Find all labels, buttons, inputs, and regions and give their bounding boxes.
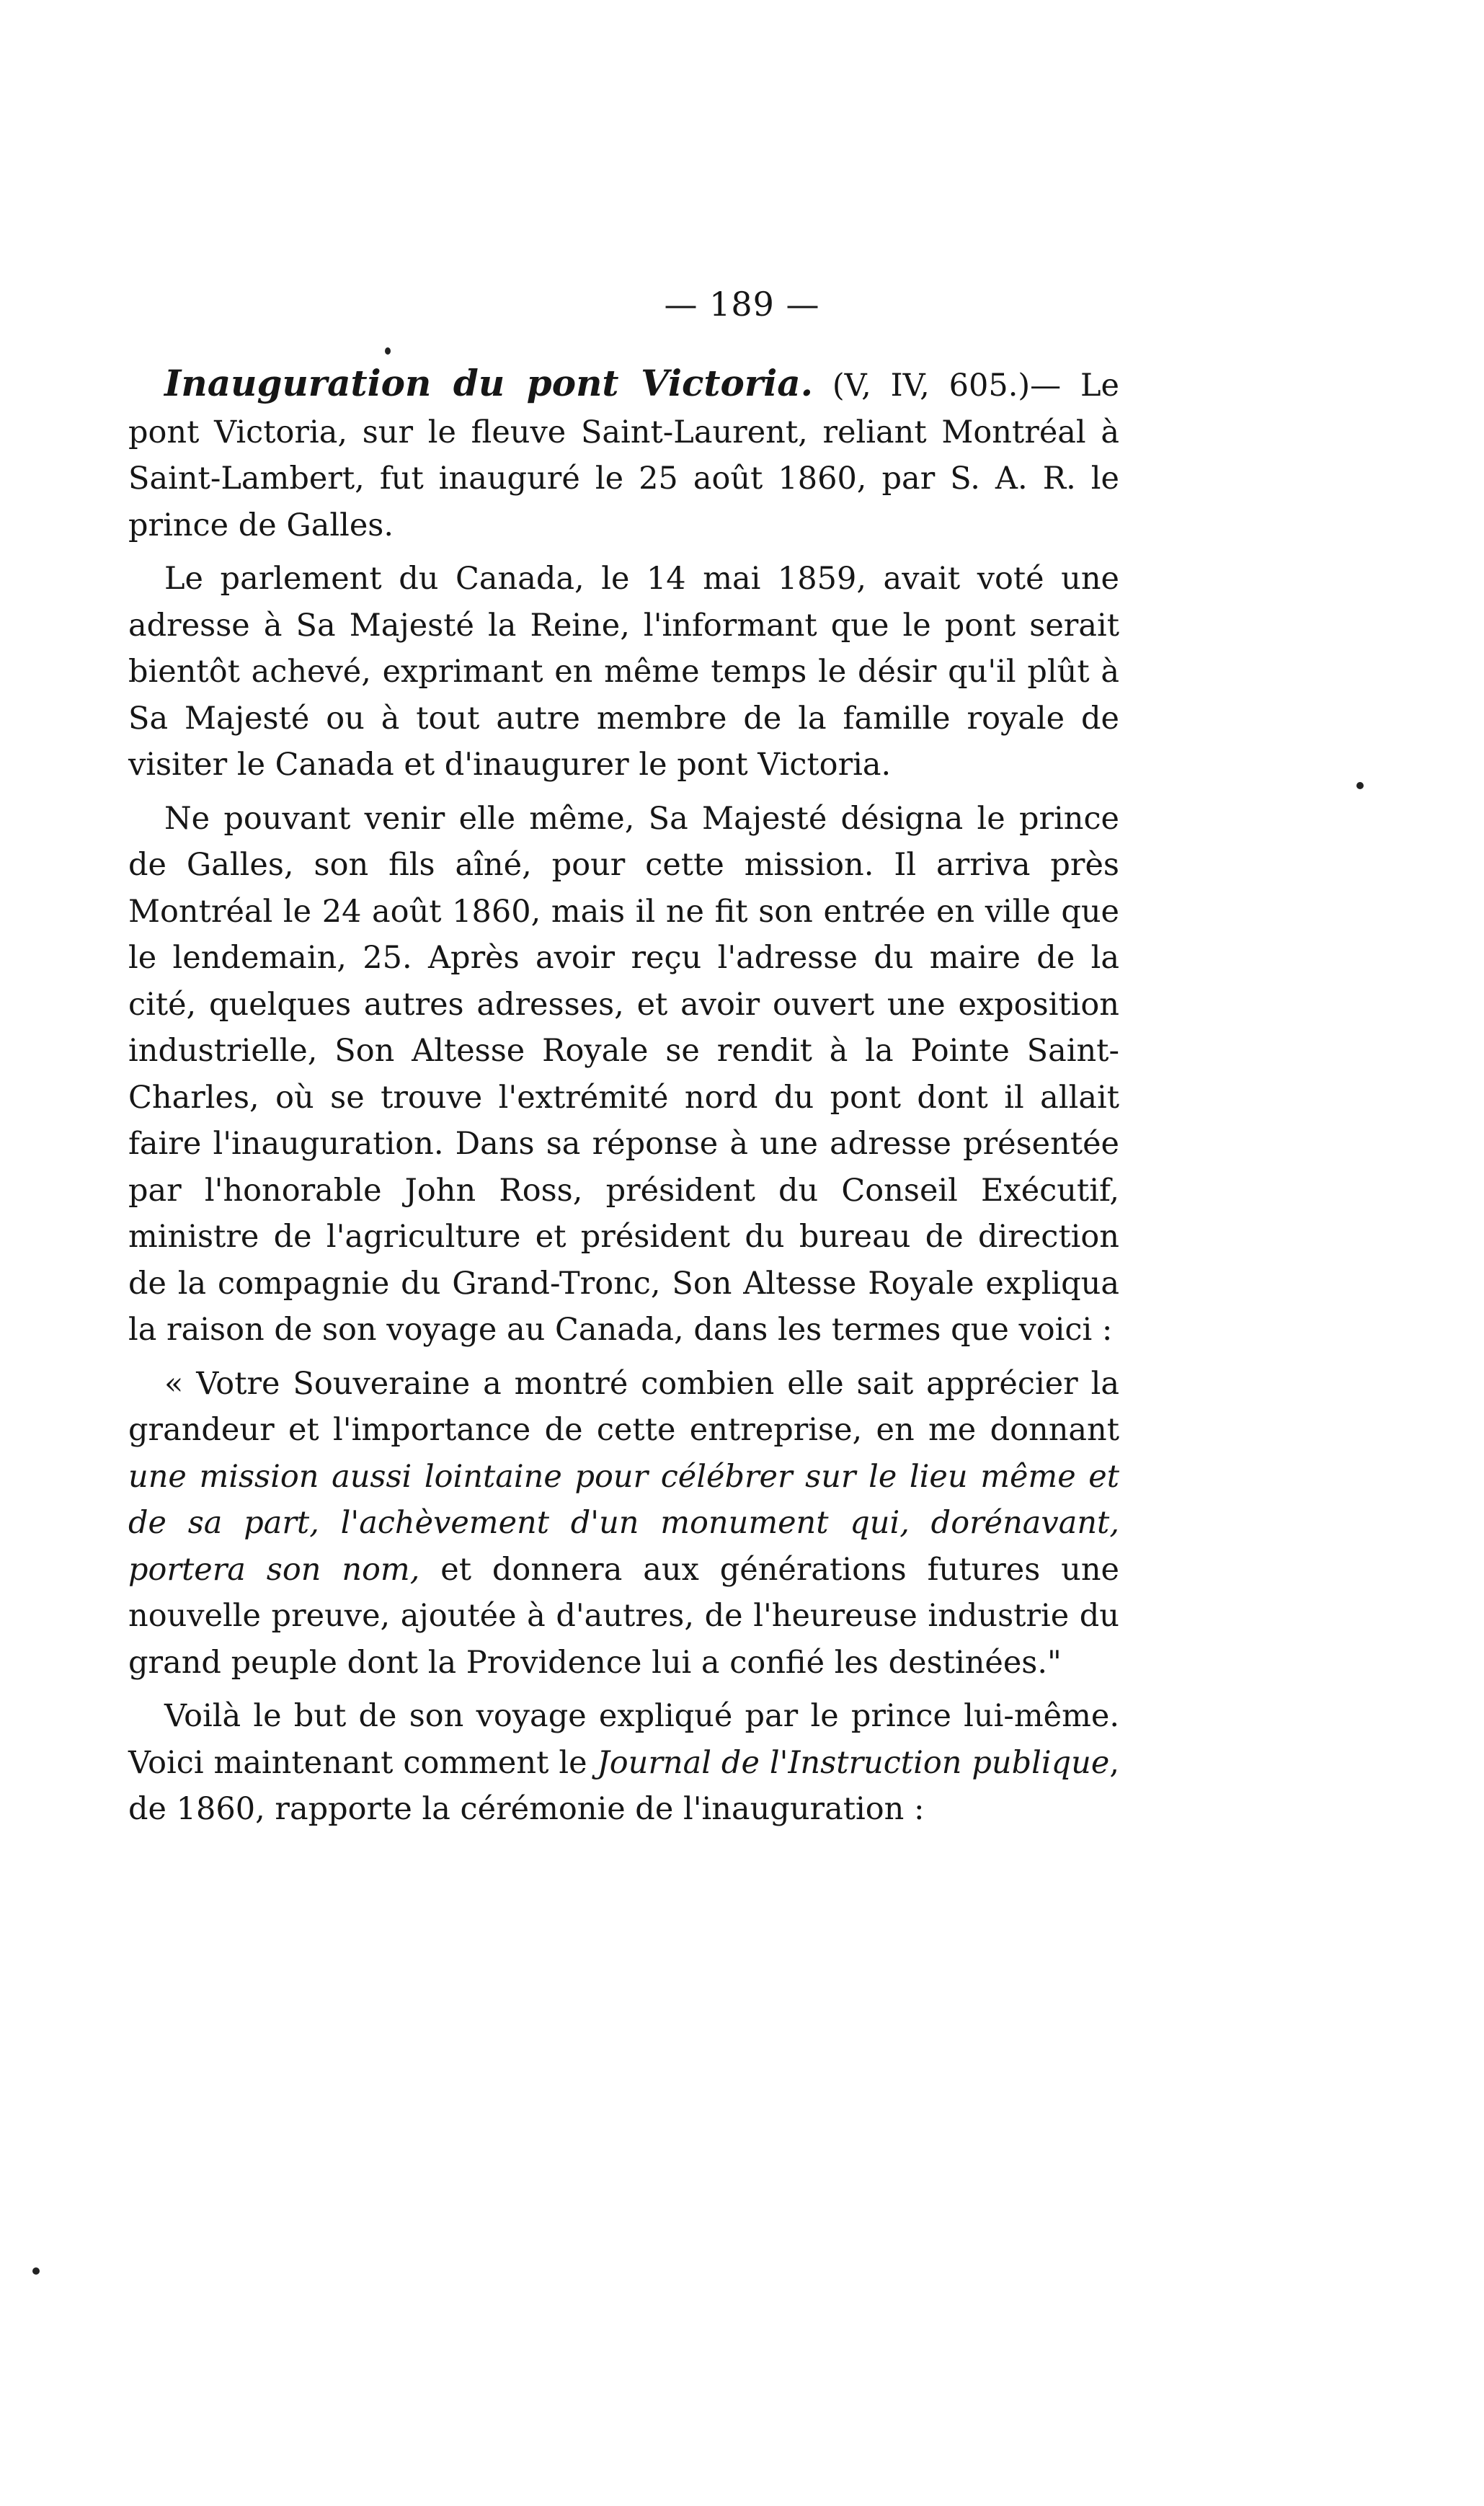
- quotation-end: et donnera aux générations futures une nouvelle preuve, ajoutée à d'autres, de l'heureuse industrie du grand peuple dont la Providence lui a confié les destinées.": [128, 1551, 1120, 1681]
- section-heading: Inauguration du pont Victoria.: [164, 362, 814, 404]
- conclusion-start: Voilà le but de son voyage expliqué par le prince lui-même. Voici maintenant comment le: [128, 1698, 1119, 1781]
- paragraph-conclusion: [128, 1693, 1119, 1833]
- conclusion-end: , de 1860, rapporte la cérémonie de l'inauguration :: [128, 1744, 1119, 1827]
- ink-speck: [385, 347, 391, 355]
- paragraph-intro: [128, 360, 1119, 548]
- page-number: — 189 —: [664, 285, 820, 324]
- ink-speck: [1356, 782, 1364, 789]
- body-text: [128, 360, 1119, 1833]
- paragraph-quotation: [128, 1361, 1119, 1687]
- journal-title: Journal de l'Instruction publique: [597, 1744, 1110, 1781]
- quotation-italic: une mission aussi lointaine pour célébrer sur le lieu même et de sa part, l'achèvement d'un monument qui, dorénavant, portera son nom,: [128, 1458, 1119, 1588]
- ink-speck: [32, 2267, 40, 2275]
- paragraph-intro-text: Le pont Victoria, sur le fleuve Saint-Laurent, reliant Montréal à Saint-Lambert, fut inauguré le 25 août 1860, par S. A. R. le prince de Galles.: [128, 368, 1119, 543]
- paragraph-prince-arrival: Ne pouvant venir elle même, Sa Majesté désigna le prince de Galles, son fils aîné, pour cette mission. Il arriva près Montréal le 24 août 1860, mais il ne fit son entrée en ville que le lendemain, 25. Après avoir reçu l'adresse du maire de la cité, quelques autres adresses, et avoir ouvert une exposition industrielle, Son Altesse Royale se rendit à la Pointe Saint-Charles, où se trouve l'extrémité nord du pont dont il allait faire l'inauguration. Dans sa réponse à une adresse présentée par l'honorable John Ross, président du Conseil Exécutif, ministre de l'agriculture et président du bureau de direction de la compagnie du Grand-Tronc, Son Altesse Royale expliqua la raison de son voyage au Canada, dans les termes que voici :: [128, 800, 1119, 1348]
- quotation-start: « Votre Souveraine a montré combien elle sait apprécier la grandeur et l'importance de cette entreprise, en me donnant: [128, 1365, 1119, 1448]
- paragraph-parliament: Le parlement du Canada, le 14 mai 1859, avait voté une adresse à Sa Majesté la Reine, l'informant que le pont serait bientôt achevé, exprimant en même temps le désir qu'il plût à Sa Majesté ou à tout autre membre de la famille royale de visiter le Canada et d'inaugurer le pont Victoria.: [128, 561, 1119, 783]
- section-reference: (V, IV, 605.)—: [813, 368, 1080, 404]
